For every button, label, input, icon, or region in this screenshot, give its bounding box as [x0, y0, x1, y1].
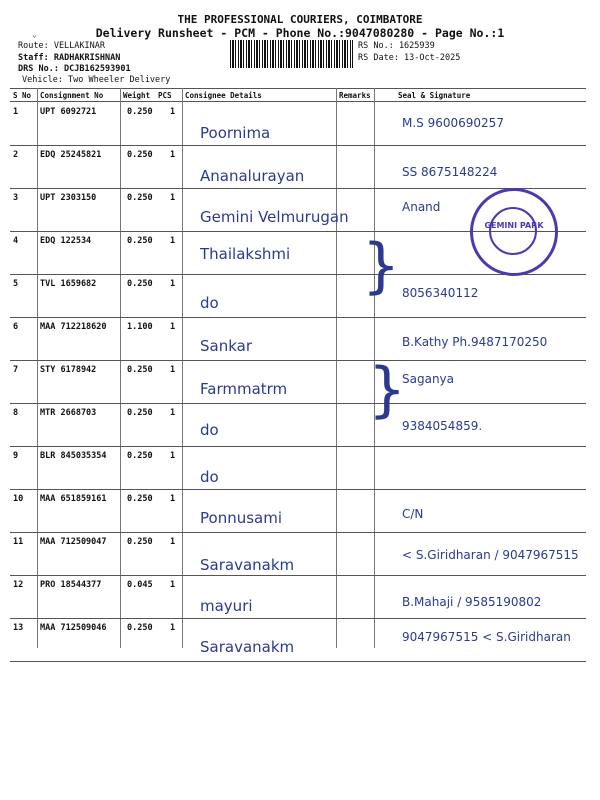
row-pcs: 1 — [170, 580, 176, 590]
row-signature: B.Kathy Ph.9487170250 — [402, 335, 548, 349]
row-weight: 0.250 — [127, 537, 153, 547]
company-stamp — [470, 188, 558, 276]
row-consignment-no: PRO 18544377 — [40, 580, 102, 590]
row-signature: B.Mahaji / 9585190802 — [402, 595, 542, 609]
row-consignee: do — [200, 468, 219, 486]
table-row — [0, 489, 600, 532]
row-signature: < S.Giridharan / 9047967515 — [402, 548, 579, 562]
row-weight: 0.250 — [127, 494, 153, 504]
table-row — [0, 575, 600, 618]
table-row — [0, 145, 600, 188]
row-sno: 11 — [13, 537, 24, 547]
col-seal-signature: Seal & Signature — [398, 91, 471, 100]
table-row — [0, 532, 600, 575]
row-pcs: 1 — [170, 107, 176, 117]
table-row — [0, 274, 600, 317]
route: Route: VELLAKINAR — [18, 41, 105, 51]
row-weight: 0.250 — [127, 236, 153, 246]
row-consignment-no: STY 6178942 — [40, 365, 97, 375]
barcode — [230, 40, 353, 68]
table-row — [0, 360, 600, 403]
row-pcs: 1 — [170, 494, 176, 504]
row-consignee: do — [200, 421, 219, 439]
row-pcs: 1 — [170, 365, 176, 375]
row-weight: 0.045 — [127, 580, 153, 590]
row-weight: 0.250 — [127, 451, 153, 461]
row-consignment-no: EDQ 25245821 — [40, 150, 102, 160]
row-consignment-no: MAA 712218620 — [40, 322, 107, 332]
row-consignee: Ponnusami — [200, 509, 282, 527]
row-consignee: Ananalurayan — [200, 167, 305, 185]
row-consignment-no: UPT 2303150 — [40, 193, 97, 203]
staff — [18, 53, 120, 63]
row-pcs: 1 — [170, 193, 176, 203]
vehicle: Vehicle: Two Wheeler Delivery — [22, 75, 171, 85]
tick-mark: ⌄ — [32, 30, 37, 39]
col-weight: Weight — [123, 91, 151, 100]
row-consignment-no: MAA 712509046 — [40, 623, 107, 633]
col-consignee: Consignee Details — [185, 91, 262, 100]
row-pcs: 1 — [170, 408, 176, 418]
rs-date: RS Date: 13-Oct-2025 — [358, 53, 461, 63]
row-consignee: mayuri — [200, 597, 253, 615]
row-pcs: 1 — [170, 623, 176, 633]
row-sno: 2 — [13, 150, 19, 160]
brace-mark: } — [362, 231, 401, 301]
col-remarks: Remarks — [339, 91, 371, 100]
row-signature: 9047967515 < S.Giridharan — [402, 630, 571, 644]
row-signature: 9384054859. — [402, 419, 483, 433]
stamp-inner-ring — [489, 207, 537, 255]
company-title: THE PROFESSIONAL COURIERS, COIMBATORE — [177, 13, 423, 26]
col-pcs: PCS — [158, 91, 172, 100]
row-signature: 8056340112 — [402, 286, 479, 300]
row-weight: 0.250 — [127, 107, 153, 117]
row-sno: 4 — [13, 236, 19, 246]
row-signature: C/N — [402, 507, 424, 521]
row-signature: M.S 9600690257 — [402, 116, 504, 130]
rs-number: RS No.: 1625939 — [358, 41, 435, 51]
row-sno: 3 — [13, 193, 19, 203]
row-weight: 0.250 — [127, 623, 153, 633]
row-pcs: 1 — [170, 322, 176, 332]
row-weight: 0.250 — [127, 279, 153, 289]
table-row — [0, 102, 600, 145]
row-signature: Saganya — [402, 372, 455, 386]
table-row — [0, 446, 600, 489]
row-sno: 7 — [13, 365, 19, 375]
row-divider — [10, 661, 586, 662]
row-consignment-no: EDQ 122534 — [40, 236, 92, 246]
row-consignee: do — [200, 294, 219, 312]
row-weight: 0.250 — [127, 408, 153, 418]
row-consignment-no: MAA 712509047 — [40, 537, 107, 547]
table-row — [0, 618, 600, 661]
row-consignment-no: TVL 1659682 — [40, 279, 97, 289]
staff-name: RADHAKRISHNAN — [53, 53, 121, 63]
runsheet-title: Delivery Runsheet - PCM - Phone No.:9047080280 - Page No.:1 — [95, 26, 505, 40]
table-row — [0, 403, 600, 446]
row-weight: 0.250 — [127, 365, 153, 375]
row-consignee: Thailakshmi — [200, 245, 291, 263]
drs-number: DRS No.: DCJB162593901 — [18, 64, 131, 74]
row-sno: 12 — [13, 580, 24, 590]
row-signature: Anand — [402, 200, 441, 214]
row-consignee: Gemini Velmurugan — [200, 208, 349, 226]
row-sno: 9 — [13, 451, 19, 461]
row-sno: 8 — [13, 408, 19, 418]
row-sno: 6 — [13, 322, 19, 332]
row-consignment-no: UPT 6092721 — [40, 107, 97, 117]
row-pcs: 1 — [170, 150, 176, 160]
row-consignment-no: MTR 2668703 — [40, 408, 97, 418]
row-weight: 0.250 — [127, 193, 153, 203]
col-consignment: Consignment No — [40, 91, 104, 100]
row-consignment-no: MAA 651859161 — [40, 494, 107, 504]
row-weight: 0.250 — [127, 150, 153, 160]
row-consignee: Saravanakm — [200, 638, 295, 656]
row-consignee: Sankar — [200, 337, 253, 355]
table-row — [0, 317, 600, 360]
row-sno: 5 — [13, 279, 19, 289]
brace-mark: } — [368, 355, 407, 425]
row-pcs: 1 — [170, 236, 176, 246]
row-pcs: 1 — [170, 537, 176, 547]
row-consignee: Saravanakm — [200, 556, 295, 574]
col-sno: S No — [13, 91, 32, 100]
row-pcs: 1 — [170, 451, 176, 461]
row-sno: 13 — [13, 623, 24, 633]
row-consignment-no: BLR 845035354 — [40, 451, 107, 461]
row-sno: 10 — [13, 494, 24, 504]
row-consignee: Farmmatrm — [200, 380, 288, 398]
stamp-text: GEMINI PARK — [484, 221, 544, 230]
row-signature: SS 8675148224 — [402, 165, 498, 179]
row-pcs: 1 — [170, 279, 176, 289]
row-weight: 1.100 — [127, 322, 153, 332]
table-top-border — [10, 88, 586, 89]
row-sno: 1 — [13, 107, 19, 117]
row-consignee: Poornima — [200, 124, 271, 142]
staff-label: Staff: — [18, 53, 49, 63]
